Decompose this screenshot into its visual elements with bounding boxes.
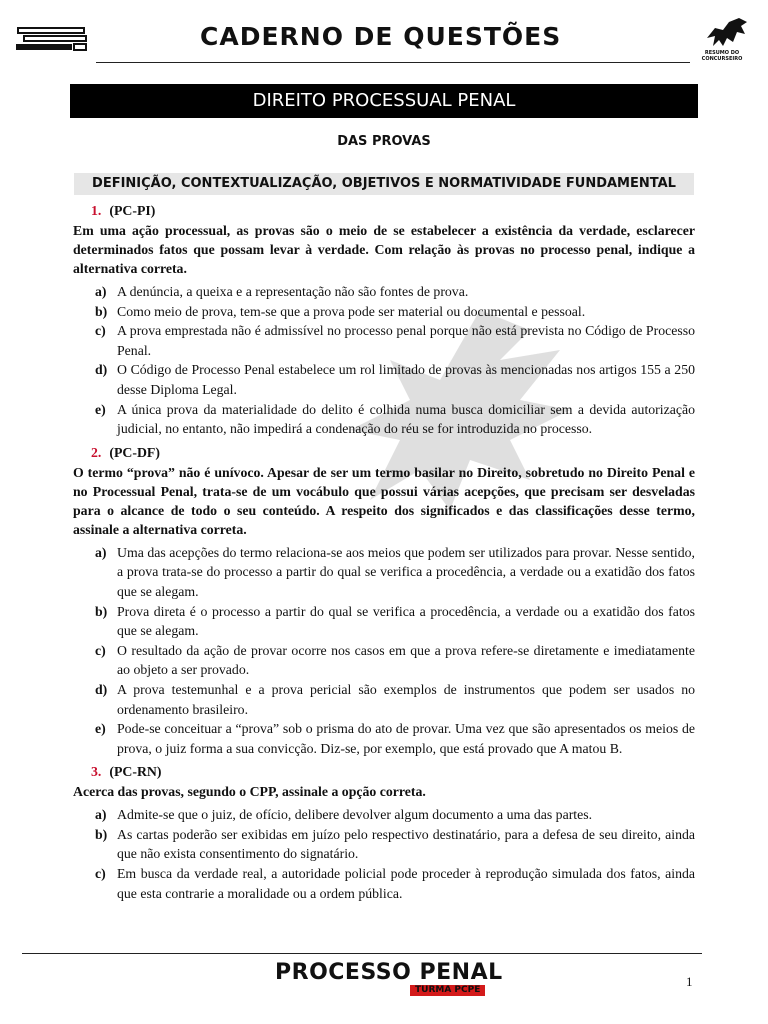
alternative-item	[73, 641, 695, 680]
alternative-letter: a)	[95, 284, 107, 299]
question-item	[73, 201, 695, 439]
question-source: (PC-RN)	[109, 764, 162, 780]
alternative-letter: a)	[95, 807, 107, 823]
alternative-item	[73, 360, 695, 399]
question-stem: O termo “prova” não é unívoco. Apesar de ser um termo basilar no Direito, sobretudo no Direito Penal e no Processual Penal, trata-se de um vocábulo que possui várias acepções, que precisam ser desveladas para o alcance de todo o seu conteúdo. A respeito dos significados e das classificações desse termo, assinale a alternativa correta.	[73, 464, 695, 537]
question-source: (PC-PI)	[109, 203, 156, 218]
alternative-letter: b)	[95, 826, 108, 842]
alternatives-list	[73, 543, 695, 759]
alternative-item	[73, 321, 695, 360]
alternative-item	[73, 719, 695, 758]
page-header	[0, 0, 768, 68]
alternative-text: Admite-se que o juiz, de ofício, delibere devolver algum documento a uma das partes.	[117, 807, 593, 823]
question-item	[73, 762, 695, 903]
question-number: 1.	[91, 203, 102, 218]
subtopic-heading: DEFINIÇÃO, CONTEXTUALIZAÇÃO, OBJETIVOS E NORMATIVIDADE FUNDAMENTAL	[74, 173, 694, 195]
alternative-text: As cartas poderão ser exibidas em juízo pelo respectivo destinatário, para a defesa de seu direito, ainda que não exista consentimento do signatário.	[117, 826, 695, 862]
alternative-text: Em busca da verdade real, a autoridade policial pode proceder à reprodução simulada dos fatos, ainda que esta contrarie a moralidade ou a ordem pública.	[117, 866, 695, 901]
logo-text: RESUMO DO CONCURSEIRO	[701, 50, 743, 62]
alternative-text: Como meio de prova, tem-se que a prova pode ser material ou documental e pessoal.	[117, 303, 586, 319]
alternative-text: Uma das acepções do termo relaciona-se aos meios que podem ser utilizados para provar. Nesse sentido, a prova trata-se do processo a partir do qual se verifica a procedência, a verdade ou a exatidão dos fatos que se alegam.	[117, 544, 695, 599]
section-title: DAS PROVAS	[337, 134, 431, 149]
question-source: (PC-DF)	[109, 444, 160, 460]
alternative-text: Pode-se conceituar a “prova” sob o prisma do ato de provar. Uma vez que são apresentados os meios de prova, o juiz forma a sua convicção. Diz-se, por exemplo, que está provado que A matou B.	[117, 721, 695, 756]
questions-list	[73, 201, 695, 907]
alternatives-list	[73, 282, 695, 439]
alternative-letter: a)	[95, 544, 107, 560]
subject-banner: DIREITO PROCESSUAL PENAL	[70, 84, 698, 118]
alternative-text: Prova direta é o processo a partir do qual se verifica a procedência, a verdade ou a exatidão dos fatos que se alegam.	[117, 603, 695, 639]
alternative-letter: c)	[95, 642, 106, 658]
header-title: CADERNO DE QUESTÕES	[200, 22, 562, 51]
alternative-item	[73, 543, 695, 602]
alternative-item	[73, 400, 695, 439]
books-icon	[16, 26, 88, 54]
alternative-letter: c)	[95, 866, 106, 882]
alternative-item	[73, 680, 695, 719]
alternative-letter: b)	[95, 603, 108, 619]
alternative-text: A denúncia, a queixa e a representação não são fontes de prova.	[117, 284, 469, 299]
alternative-letter: c)	[95, 323, 106, 339]
alternative-letter: d)	[95, 362, 108, 378]
alternative-item	[73, 602, 695, 641]
alternative-letter: b)	[95, 303, 108, 319]
alternative-text: A prova emprestada não é admissível no processo penal porque não está prevista no Código de Processo Penal.	[117, 323, 695, 358]
alternative-text: A prova testemunhal e a prova pericial são exemplos de instrumentos que podem ser usados no ordenamento brasileiro.	[117, 681, 695, 717]
footer-tag: TURMA PCPE	[410, 985, 485, 996]
question-number: 2.	[91, 444, 102, 460]
footer-title: PROCESSO PENAL	[275, 960, 503, 985]
alternative-item	[73, 302, 695, 322]
alternative-item	[73, 825, 695, 864]
alternatives-list	[73, 805, 695, 903]
alternative-item	[73, 282, 695, 302]
header-divider	[96, 62, 690, 63]
question-item	[73, 443, 695, 759]
alternative-text: O Código de Processo Penal estabelece um rol limitado de provas às mencionadas nos artigos 155 a 250 desse Diploma Legal.	[117, 362, 695, 397]
alternative-item	[73, 864, 695, 903]
footer-divider	[22, 953, 702, 954]
question-stem: Acerca das provas, segundo o CPP, assinale a opção correta.	[73, 784, 426, 800]
alternative-letter: d)	[95, 681, 108, 697]
alternative-letter: e)	[95, 401, 106, 417]
question-stem: Em uma ação processual, as provas são o meio de se estabelecer a existência da verdade, esclarecer determinados fatos que possam levar à verdade. Com relação às provas no processo penal, indique a alternativa correta.	[73, 223, 695, 276]
alternative-item	[73, 805, 695, 825]
alternative-letter: e)	[95, 721, 106, 737]
alternative-text: A única prova da materialidade do delito é colhida numa busca domiciliar sem a devida autorização judicial, no entanto, não impedirá a condenação do réu se for introduzida no processo.	[117, 401, 695, 437]
page-number: 1	[686, 974, 693, 989]
question-number: 3.	[91, 764, 102, 780]
alternative-text: O resultado da ação de provar ocorre nos casos em que a prova refere-se diretamente e imediatamente ao objeto a ser provado.	[117, 642, 695, 678]
